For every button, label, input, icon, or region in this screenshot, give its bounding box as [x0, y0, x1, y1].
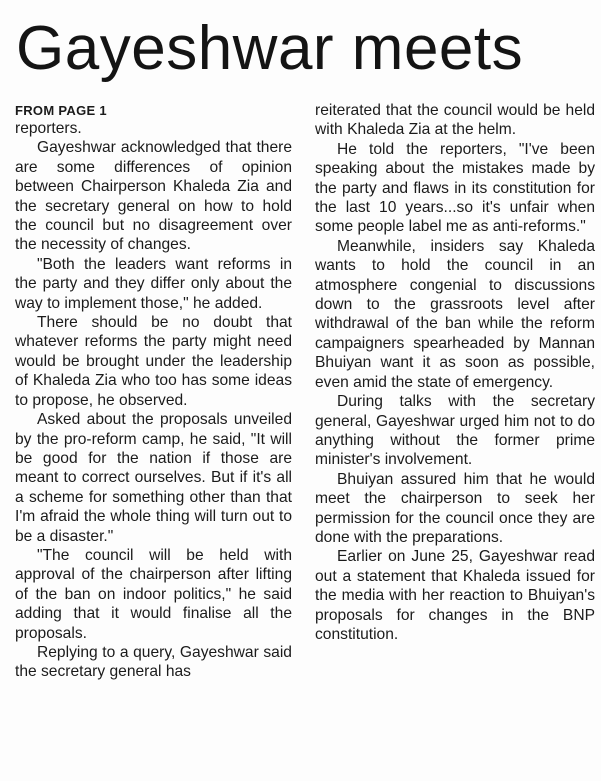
paragraph: Gayeshwar acknowledged that there are some differences of opinion between Chairperson Khaleda Zia and the secretary general on how to hold the council but no disagreement over the necessity of changes.: [15, 139, 292, 254]
paragraph: He told the reporters, "I've been speaking about the mistakes made by the party and flaws in its constitution for the last 10 years...so it's unfair when some people label me as anti-reforms.": [315, 140, 595, 236]
paragraph: During talks with the secretary general, Gayeshwar urged him not to do anything without the former prime minister's involvement.: [315, 393, 595, 469]
paragraph: There should be no doubt that whatever reforms the party might need would be brought under the leadership of Khaleda Zia who too has some ideas to propose, he observed.: [15, 314, 292, 409]
jump-label: FROM PAGE 1: [15, 103, 107, 118]
paragraph: Asked about the proposals unveiled by the pro-reform camp, he said, "It will be good for the nation if those are meant to correct ourselves. But if it's all a scheme for something other than that I'm afraid the whole thing will turn out to be a disaster.": [15, 411, 292, 545]
paragraph: "The council will be held with approval of the chairperson after lifting of the ban on indoor politics," he said adding that it would finalise all the proposals.: [15, 546, 292, 642]
paragraph: "Both the leaders want reforms in the party and they differ only about the way to implement those," he added.: [15, 255, 292, 312]
headline: Gayeshwar meets: [16, 14, 524, 83]
paragraph: Replying to a query, Gayeshwar said the secretary general has: [15, 643, 292, 681]
left-column: [15, 100, 292, 682]
right-column: [315, 101, 595, 644]
paragraph: Bhuiyan assured him that he would meet the chairperson to seek her permission for the council once they are done with the preparations.: [315, 470, 595, 546]
paragraph: reporters.: [15, 120, 82, 137]
paragraph: Meanwhile, insiders say Khaleda wants to hold the council in an atmosphere congenial to discussions down to the grassroots level after withdrawal of the ban while the reform campaigners spearheaded by Mannan Bhuiyan want it as soon as possible, even amid the state of emergency.: [315, 237, 595, 391]
paragraph: reiterated that the council would be held with Khaleda Zia at the helm.: [315, 102, 595, 139]
paragraph: Earlier on June 25, Gayeshwar read out a statement that Khaleda issued for the media with her reaction to Bhuiyan's proposals for changes in the BNP constitution.: [315, 548, 595, 643]
